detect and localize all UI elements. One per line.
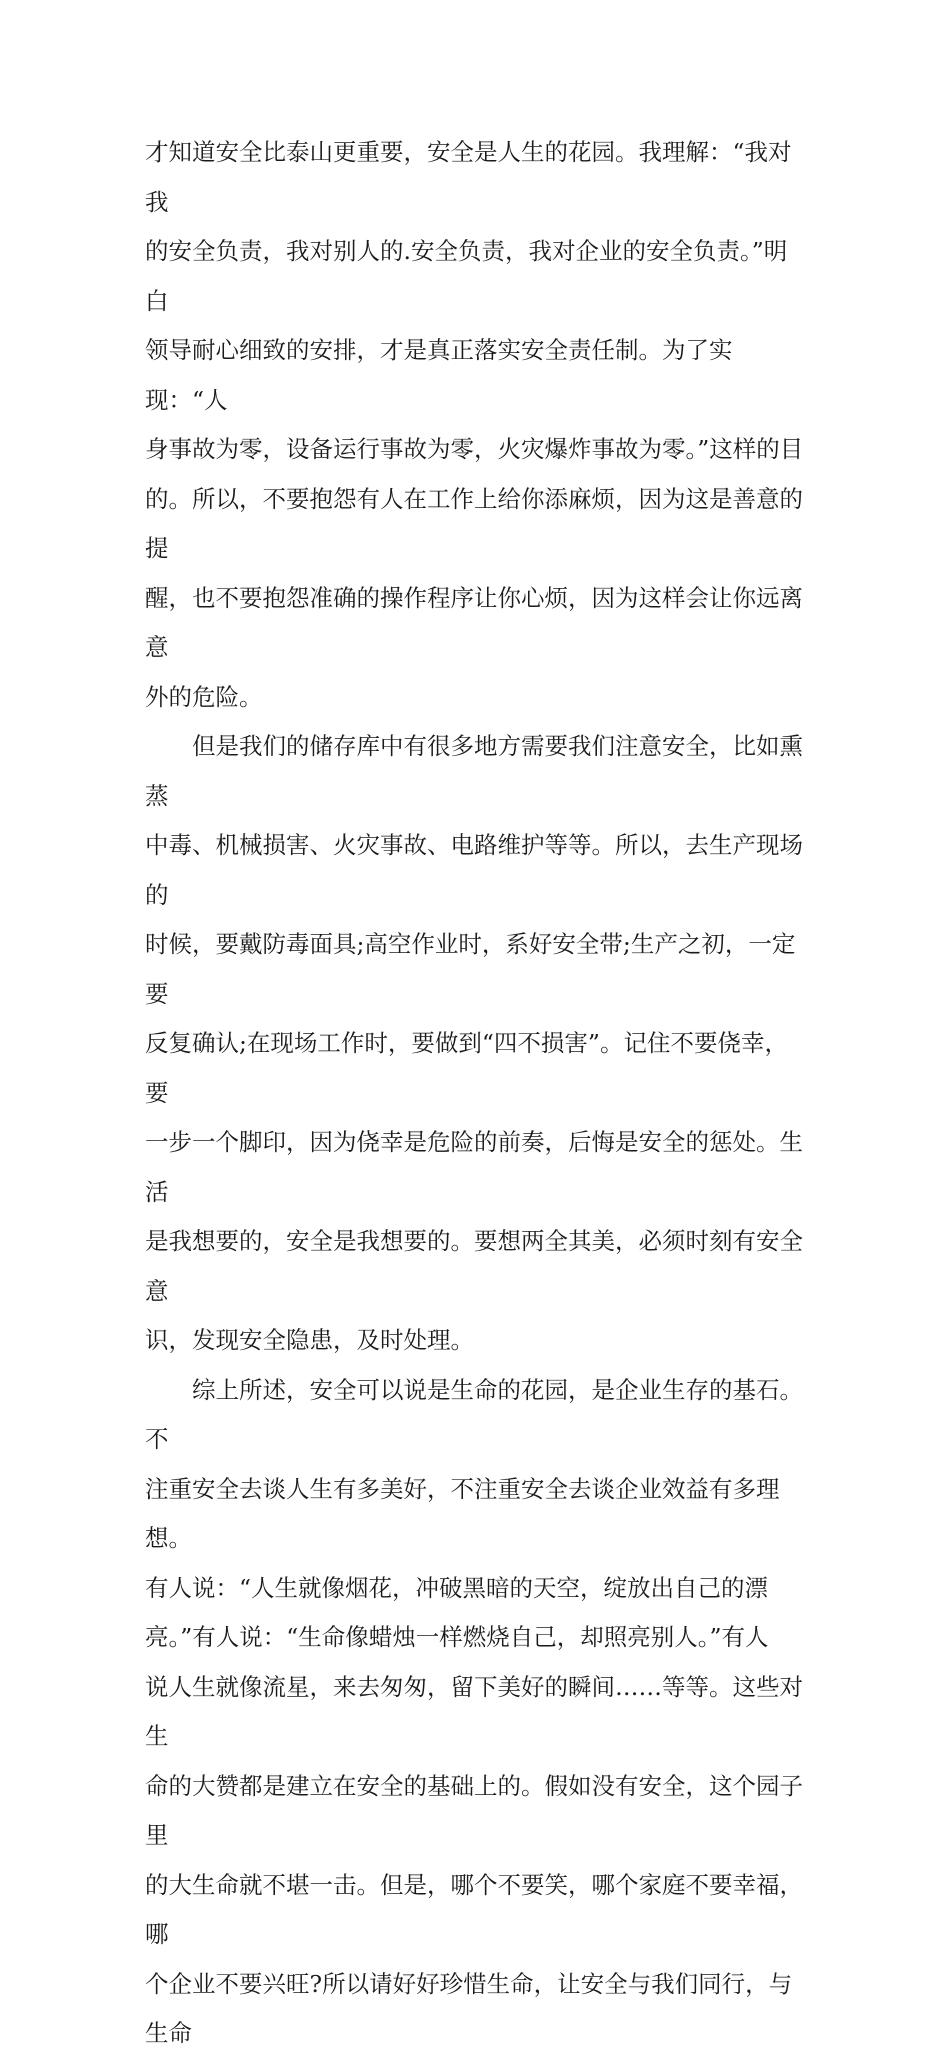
text-line: 醒，也不要抱怨准确的操作程序让你心烦，因为这样会让你远离意 bbox=[145, 583, 803, 661]
text-line: 有人说：“人生就像烟花，冲破黑暗的天空，绽放出自己的漂 bbox=[145, 1573, 769, 1602]
paragraph-1 bbox=[145, 128, 810, 722]
text-line: 但是我们的储存库中有很多地方需要我们注意安全，比如熏蒸 bbox=[145, 732, 803, 810]
text-line: 的。所以，不要抱怨有人在工作上给你添麻烦，因为这是善意的提 bbox=[145, 484, 803, 562]
text-line: 身事故为零，设备运行事故为零，火灾爆炸事故为零。”这样的目 bbox=[145, 435, 804, 463]
text-line: 识，发现安全隐患，及时处理。 bbox=[145, 1326, 474, 1354]
text-line: 时候，要戴防毒面具;高空作业时，系好安全带;生产之初，一定要 bbox=[145, 930, 796, 1008]
text-line: 的大生命就不堪一击。但是，哪个不要笑，哪个家庭不要幸福，哪 bbox=[145, 1870, 803, 1948]
text-line: 中毒、机械损害、火灾事故、电路维护等等。所以，去生产现场的 bbox=[145, 831, 803, 909]
paragraph-2 bbox=[145, 722, 810, 1366]
text-line: 亮。”有人说：“生命像蜡烛一样燃烧自己，却照亮别人。”有人 bbox=[145, 1623, 769, 1651]
text-line: 个企业不要兴旺?所以请好好珍惜生命，让安全与我们同行，与生命 bbox=[145, 1969, 793, 2047]
text-line: 的安全负责，我对别人的.安全负责，我对企业的安全负责。”明白 bbox=[145, 237, 788, 315]
text-line: 注重安全去谈人生有多美好，不注重安全去谈企业效益有多理想。 bbox=[145, 1474, 780, 1552]
text-line: 是我想要的，安全是我想要的。要想两全其美，必须时刻有安全意 bbox=[145, 1227, 803, 1305]
text-line: 外的危险。 bbox=[145, 682, 263, 711]
text-line: 领导耐心细致的安排，才是真正落实安全责任制。为了实现：“人 bbox=[145, 336, 733, 414]
text-line: 一步一个脚印，因为侥幸是危险的前奏，后悔是安全的惩处。生活 bbox=[145, 1128, 803, 1206]
text-line: 综上所述，安全可以说是生命的花园，是企业生存的基石。不 bbox=[145, 1375, 803, 1453]
text-line: 反复确认;在现场工作时，要做到“四不损害”。记住不要侥幸，要 bbox=[145, 1029, 788, 1107]
body-text bbox=[145, 128, 810, 2059]
paragraph-3 bbox=[145, 1366, 810, 2059]
text-line: 说人生就像流星，来去匆匆，留下美好的瞬间……等等。这些对生 bbox=[145, 1672, 803, 1750]
text-line: 才知道安全比泰山更重要，安全是人生的花园。我理解：“我对我 bbox=[145, 138, 792, 216]
text-line: 命的大赞都是建立在安全的基础上的。假如没有安全，这个园子里 bbox=[145, 1771, 803, 1849]
